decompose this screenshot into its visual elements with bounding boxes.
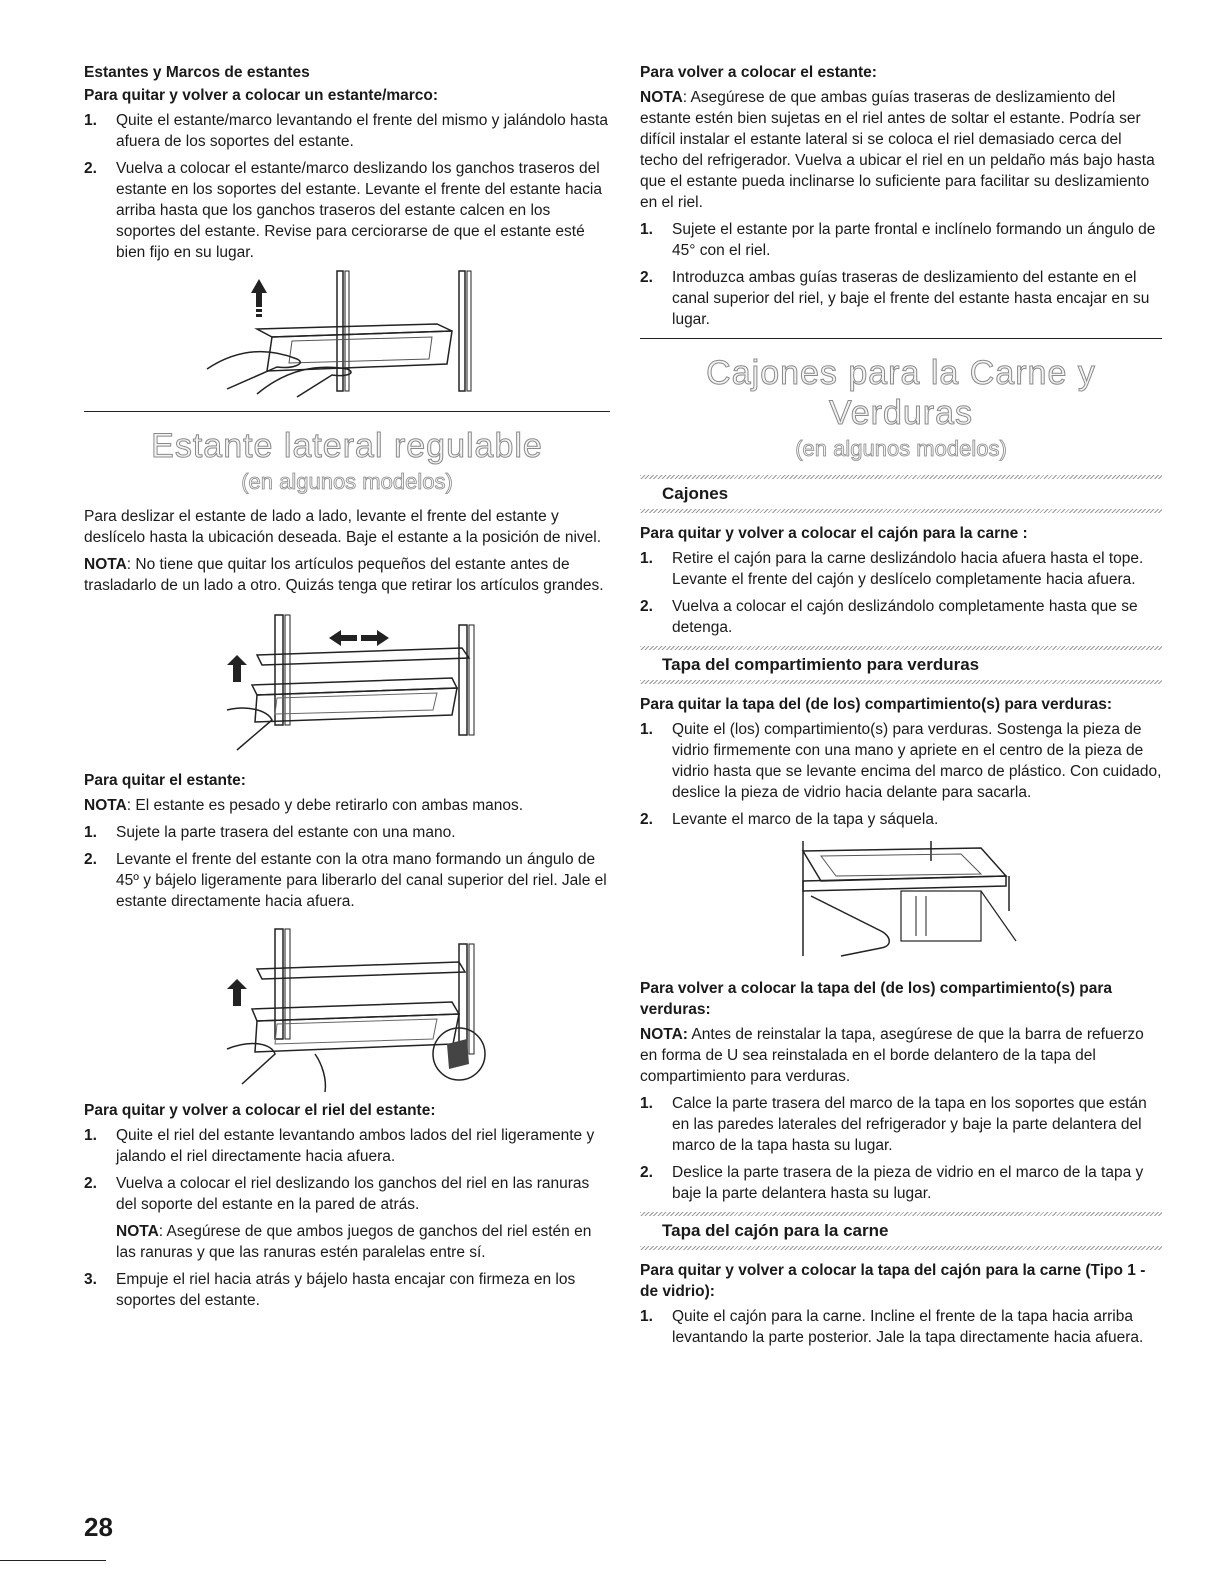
adjustable-shelf-note: NOTA: No tiene que quitar los artículos pequeños del estante antes de trasladarlo de un lado a otro. Quizás tenga que retirar los artículos grandes.: [84, 556, 604, 594]
list-item: 1. Retire el cajón para la carne deslizándolo hacia afuera hasta el tope. Levante el frente del cajón y deslícelo completamente hacia afuera.: [640, 550, 1144, 588]
meat-drawer-heading: Para quitar y volver a colocar el cajón para la carne :: [640, 525, 1028, 542]
list-item: 2. Levante el marco de la tapa y sáquela.: [640, 811, 939, 828]
list-item: 2. Deslice la parte trasera de la pieza de vidrio en el marco de la tapa y baje la parte delantera hasta su lugar.: [640, 1164, 1144, 1202]
drawers-title: Cajones para la Carne y Verduras: [706, 354, 1096, 432]
list-item: 1. Quite el estante/marco levantando el frente del mismo y jalándolo hasta afuera de los soportes del estante.: [84, 112, 608, 150]
remove-shelf-steps: [84, 822, 610, 912]
replace-shelf-note: NOTA: Asegúrese de que ambas guías traseras de deslizamiento del estante estén bien sujetas en el riel antes de soltar el estante. Podría ser difícil instalar el estante lateral si se coloca el riel demasiado cerca del techo del refrigerador. Vuelva a ubicar el riel en un peldaño más bajo hasta que el estante pueda inclinarse lo suficiente para facilitar su deslizamiento en el riel.: [640, 89, 1155, 211]
crisper-replace-note: NOTA: Antes de reinstalar la tapa, asegúrese de que la barra de refuerzo en forma de U sea reinstalada en el borde delantero de la tapa del compartimiento para verduras.: [640, 1026, 1144, 1085]
meat-cover-steps: [640, 1306, 1162, 1348]
adjustable-shelf-paragraph: Para deslizar el estante de lado a lado, levante el frente del estante y deslícelo hasta la ubicación deseada. Baje el estante a la posición de nivel.: [84, 508, 602, 546]
list-item: 3. Empuje el riel hacia atrás y bájelo hasta encajar con firmeza en los soportes del estante.: [84, 1271, 576, 1309]
shelf-rail-illustration: [197, 924, 497, 1094]
list-item: 2. Introduzca ambas guías traseras de deslizamiento del estante en el canal superior del riel, y baje el frente del estante hasta encajar en su lugar.: [640, 269, 1150, 328]
crisper-cover-illustration: [781, 836, 1021, 966]
list-item: 1. Quite el (los) compartimiento(s) para verduras. Sostenga la pieza de vidrio firmemente con una mano y apriete en el centro de la pieza de vidrio hasta que se levante encima del marco de plástico. Con cuidado, deslice la pieza de vidrio hacia delante para sacarla.: [640, 721, 1162, 801]
page-number: 28: [84, 1512, 113, 1542]
remove-shelf-heading: Para quitar el estante:: [84, 772, 246, 789]
list-item: 2. Vuelva a colocar el riel deslizando los ganchos del riel en las ranuras del soporte del estante en la pared de atrás. NOTA: Asegúrese de que ambos juegos de ganchos del riel estén en las ranuras y que las ranuras estén paralelas entre sí.: [84, 1173, 610, 1263]
rail-heading: Para quitar y volver a colocar el riel del estante:: [84, 1102, 436, 1119]
adjustable-shelf-slide-illustration: [197, 610, 497, 760]
list-item: 1. Sujete la parte trasera del estante con una mano.: [84, 824, 456, 841]
meat-cover-heading: Para quitar y volver a colocar la tapa del cajón para la carne (Tipo 1 - de vidrio):: [640, 1262, 1146, 1300]
list-item: 1. Quite el riel del estante levantando ambos lados del riel ligeramente y jalando el riel directamente hacia afuera.: [84, 1127, 595, 1165]
section-title-shelves: Estantes y Marcos de estantes: [84, 64, 310, 81]
rail-note: NOTA: Asegúrese de que ambos juegos de ganchos del riel estén en las ranuras y que las ranuras estén paralelas entre sí.: [116, 1223, 592, 1261]
crisper-replace-steps: [640, 1093, 1162, 1204]
shelf-removal-illustration: [197, 269, 497, 399]
section-divider: [640, 338, 1162, 339]
remove-shelf-note: NOTA: El estante es pesado y debe retirarlo con ambas manos.: [84, 797, 524, 814]
drawers-subtitle: (en algunos modelos): [795, 436, 1007, 461]
left-column: [84, 62, 610, 1317]
list-item: 2. Vuelva a colocar el estante/marco deslizando los ganchos traseros del estante en los soportes del estante. Levante el frente del estante hacia arriba hasta que los ganchos traseros del estante calcen en los soportes del estante. Revise para cerciorarse de que el estante esté bien fijo en su lugar.: [84, 160, 602, 261]
rail-steps: [84, 1125, 610, 1311]
crisper-remove-steps: [640, 719, 1162, 830]
meat-drawer-steps: [640, 548, 1162, 638]
band-crisper-cover: Tapa del compartimiento para verduras: [640, 646, 1162, 684]
footer-rule: [0, 1560, 106, 1561]
remove-shelf-frame-steps: [84, 110, 610, 263]
band-cajones: Cajones: [640, 475, 1162, 513]
list-item: 1. Quite el cajón para la carne. Incline el frente de la tapa hacia arriba levantando la parte posterior. Jale la tapa directamente hacia afuera.: [640, 1308, 1144, 1346]
adjustable-shelf-subtitle: (en algunos modelos): [241, 469, 453, 494]
replace-shelf-steps: [640, 219, 1162, 330]
list-item: 1. Sujete el estante por la parte frontal e inclínelo formando un ángulo de 45° con el riel.: [640, 221, 1156, 259]
band-meat-cover: Tapa del cajón para la carne: [640, 1212, 1162, 1250]
list-item: 2. Vuelva a colocar el cajón deslizándolo completamente hasta que se detenga.: [640, 598, 1138, 636]
crisper-replace-heading: Para volver a colocar la tapa del (de los) compartimiento(s) para verduras:: [640, 980, 1113, 1018]
right-column: [640, 62, 1162, 1354]
list-item: 2. Levante el frente del estante con la otra mano formando un ángulo de 45º y bájelo ligeramente para liberarlo del canal superior del riel. Jale el estante directamente hacia afuera.: [84, 851, 607, 910]
replace-shelf-heading: Para volver a colocar el estante:: [640, 64, 877, 81]
remove-shelf-frame-heading: Para quitar y volver a colocar un estante/marco:: [84, 87, 439, 104]
section-divider: [84, 411, 610, 412]
adjustable-shelf-title: Estante lateral regulable: [151, 427, 543, 465]
crisper-remove-heading: Para quitar la tapa del (de los) compartimiento(s) para verduras:: [640, 696, 1113, 713]
list-item: 1. Calce la parte trasera del marco de la tapa en los soportes que están en las paredes laterales del refrigerador y baje la parte delantera del marco de la tapa hasta su lugar.: [640, 1095, 1147, 1154]
